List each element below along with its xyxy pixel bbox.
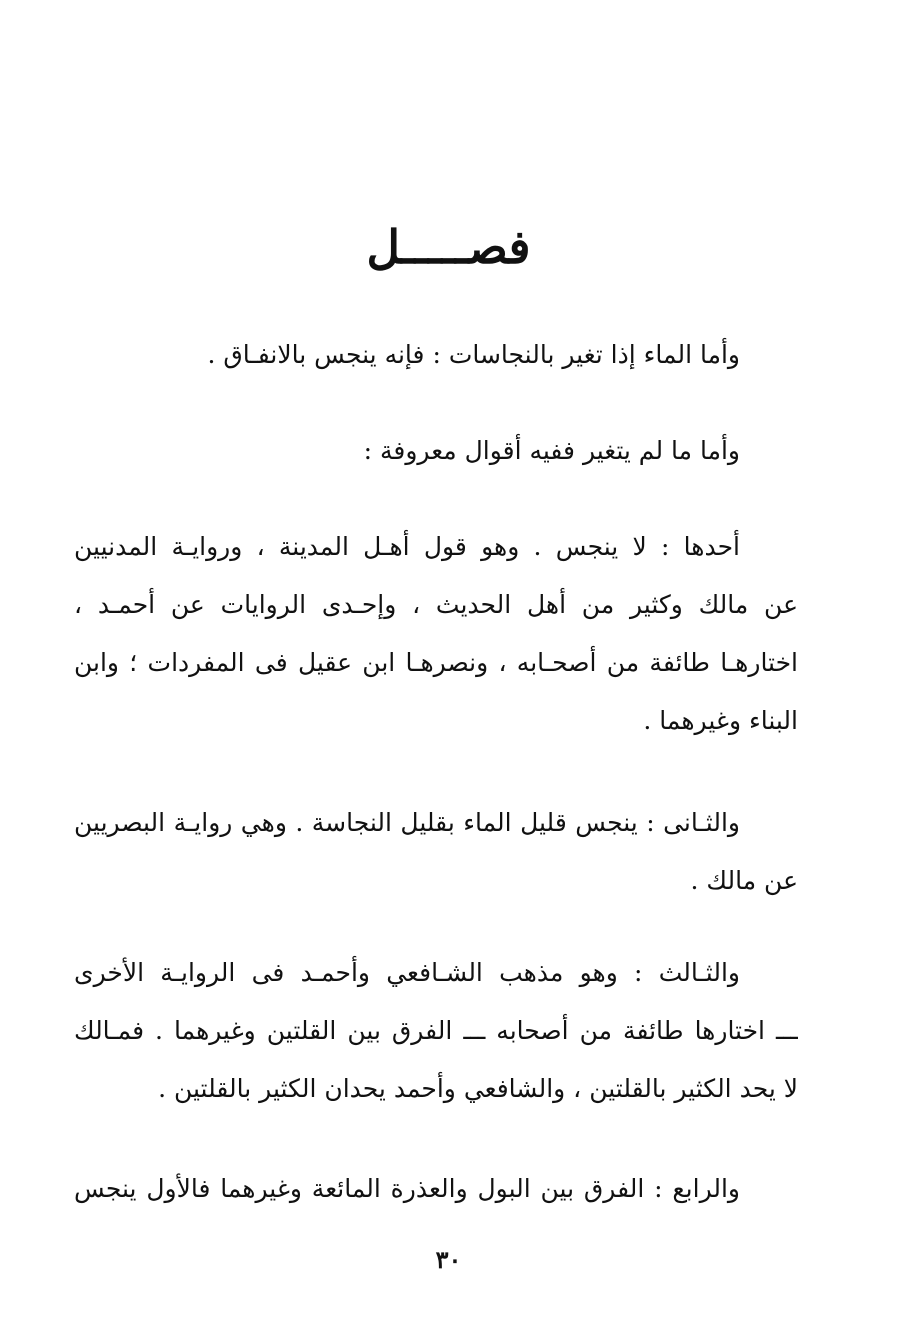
paragraph-fourth-opinion [74, 1160, 798, 1218]
paragraph-second-opinion [74, 794, 798, 910]
section-heading: فصـــــل [366, 220, 531, 274]
paragraph-line: والثـانى : ينجس قليل الماء بقليل النجاسة . وهي روايـة البصريين [74, 808, 740, 837]
paragraph-line: عن مالك . [690, 866, 798, 895]
paragraph-line: اختارهـا طائفة من أصحـابه ، ونصرهـا ابن عقيل فى المفردات ؛ وابن [74, 648, 798, 677]
paragraph-third-opinion [74, 944, 798, 1118]
paragraph-water-changed [74, 326, 798, 384]
paragraph-water-unchanged [74, 422, 798, 480]
paragraph-line: والثـالث : وهو مذهب الشـافعي وأحمـد فى الروايـة الأخرى [74, 958, 740, 987]
page-number: ٣٠ [435, 1245, 462, 1274]
paragraph-line: والرابع : الفرق بين البول والعذرة المائعة وغيرهما فالأول ينجس [74, 1174, 740, 1203]
paragraph-first-opinion [74, 518, 798, 750]
paragraph-line: لا يحد الكثير بالقلتين ، والشافعي وأحمد يحدان الكثير بالقلتين . [158, 1074, 798, 1103]
paragraph-line: أحدها : لا ينجس . وهو قول أهـل المدينة ، وروايـة المدنيين [74, 532, 740, 561]
paragraph-line: ـــ اختارها طائفة من أصحابه ـــ الفرق بين القلتين وغيرهما . فمـالك [74, 1016, 798, 1045]
paragraph-line: وأما الماء إذا تغير بالنجاسات : فإنه ينجس بالانفـاق . [207, 340, 740, 369]
paragraph-line: عن مالك وكثير من أهل الحديث ، وإحـدى الروايات عن أحمـد ، [74, 590, 798, 619]
paragraph-line: وأما ما لم يتغير ففيه أقوال معروفة : [363, 436, 740, 465]
paragraph-line: البناء وغيرهما . [643, 706, 798, 735]
